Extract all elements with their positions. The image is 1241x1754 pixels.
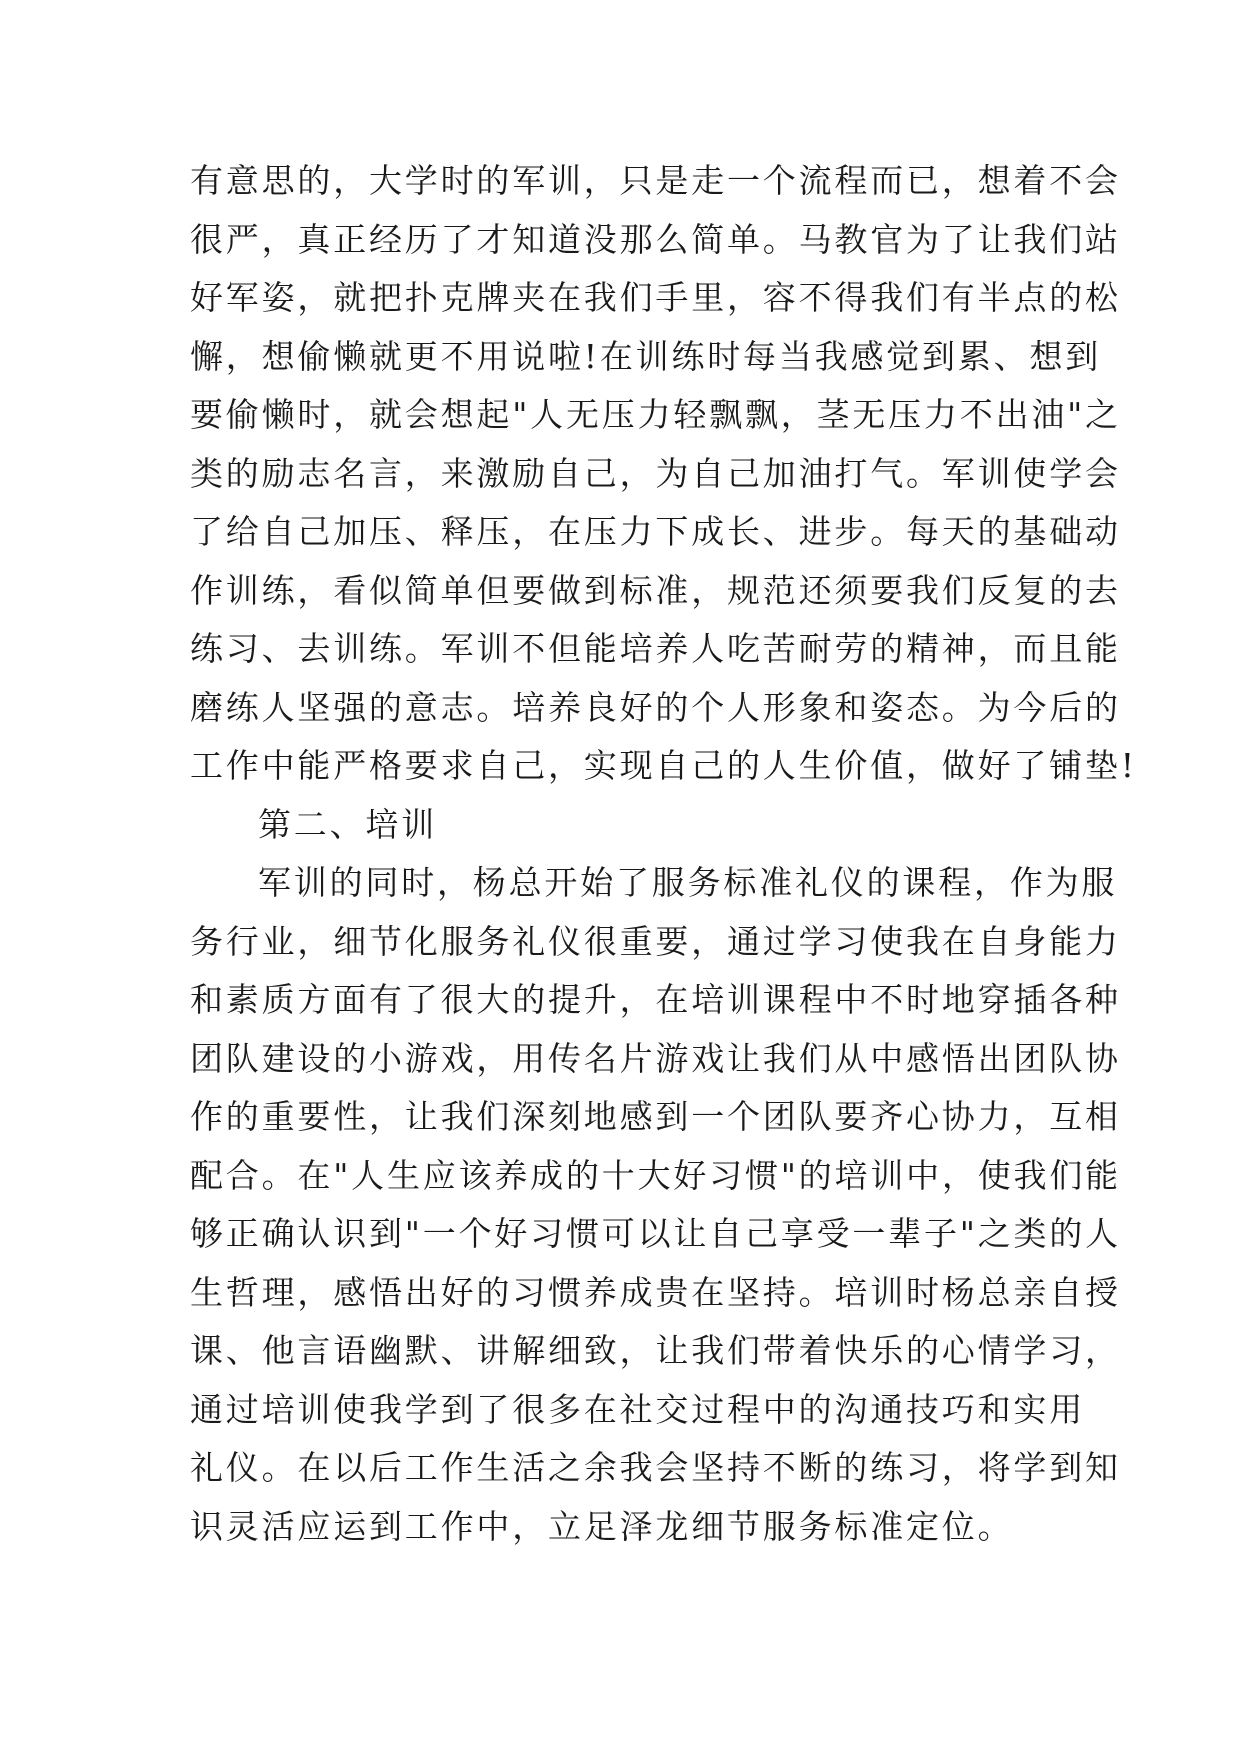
text-line: 工作中能严格要求自己，实现自己的人生价值，做好了铺垫! [190, 746, 1137, 785]
text-line: 务行业，细节化服务礼仪很重要，通过学习使我在自身能力 [190, 921, 1121, 961]
text-line: 课、他言语幽默、讲解细致，让我们带着快乐的心情学习， [190, 1331, 1121, 1370]
text-line: 很严，真正经历了才知道没那么简单。马教官为了让我们站 [190, 219, 1121, 259]
text-line: 和素质方面有了很大的提升，在培训课程中不时地穿插各种 [190, 980, 1121, 1019]
text-line: 练习、去训练。军训不但能培养人吃苦耐劳的精神，而且能 [190, 629, 1121, 668]
text-line: 作的重要性，让我们深刻地感到一个团队要齐心协力，互相 [190, 1097, 1121, 1136]
text-line: 磨练人坚强的意志。培养良好的个人形象和姿态。为今后的 [190, 687, 1121, 727]
text-line: 有意思的，大学时的军训，只是走一个流程而已，想着不会 [190, 161, 1121, 200]
text-line: 了给自己加压、释压，在压力下成长、进步。每天的基础动 [190, 512, 1121, 551]
text-line: 配合。在"人生应该养成的十大好习惯"的培训中，使我们能 [190, 1155, 1121, 1195]
section-heading: 第二、培训 [258, 804, 437, 844]
text-line: 团队建设的小游戏，用传名片游戏让我们从中感悟出团队协 [190, 1038, 1121, 1078]
text-line: 军训的同时，杨总开始了服务标准礼仪的课程，作为服 [258, 863, 1118, 902]
text-line: 生哲理，感悟出好的习惯养成贵在坚持。培训时杨总亲自授 [190, 1272, 1121, 1312]
text-line: 通过培训使我学到了很多在社交过程中的沟通技巧和实用 [190, 1389, 1085, 1429]
text-line: 懈，想偷懒就更不用说啦!在训练时每当我感觉到累、想到 [190, 336, 1102, 376]
text-line: 要偷懒时，就会想起"人无压力轻飘飘，茎无压力不出油"之 [190, 395, 1121, 434]
text-line: 类的励志名言，来激励自己，为自己加油打气。军训使学会 [190, 453, 1121, 493]
text-line: 好军姿，就把扑克牌夹在我们手里，容不得我们有半点的松 [190, 278, 1121, 317]
text-line: 识灵活应运到工作中，立足泽龙细节服务标准定位。 [190, 1506, 1014, 1546]
text-line: 够正确认识到"一个好习惯可以让自己享受一辈子"之类的人 [190, 1214, 1121, 1253]
text-line: 礼仪。在以后工作生活之余我会坚持不断的练习，将学到知 [190, 1448, 1121, 1487]
text-line: 作训练，看似简单但要做到标准，规范还须要我们反复的去 [190, 570, 1121, 610]
body-text [190, 152, 1137, 1556]
